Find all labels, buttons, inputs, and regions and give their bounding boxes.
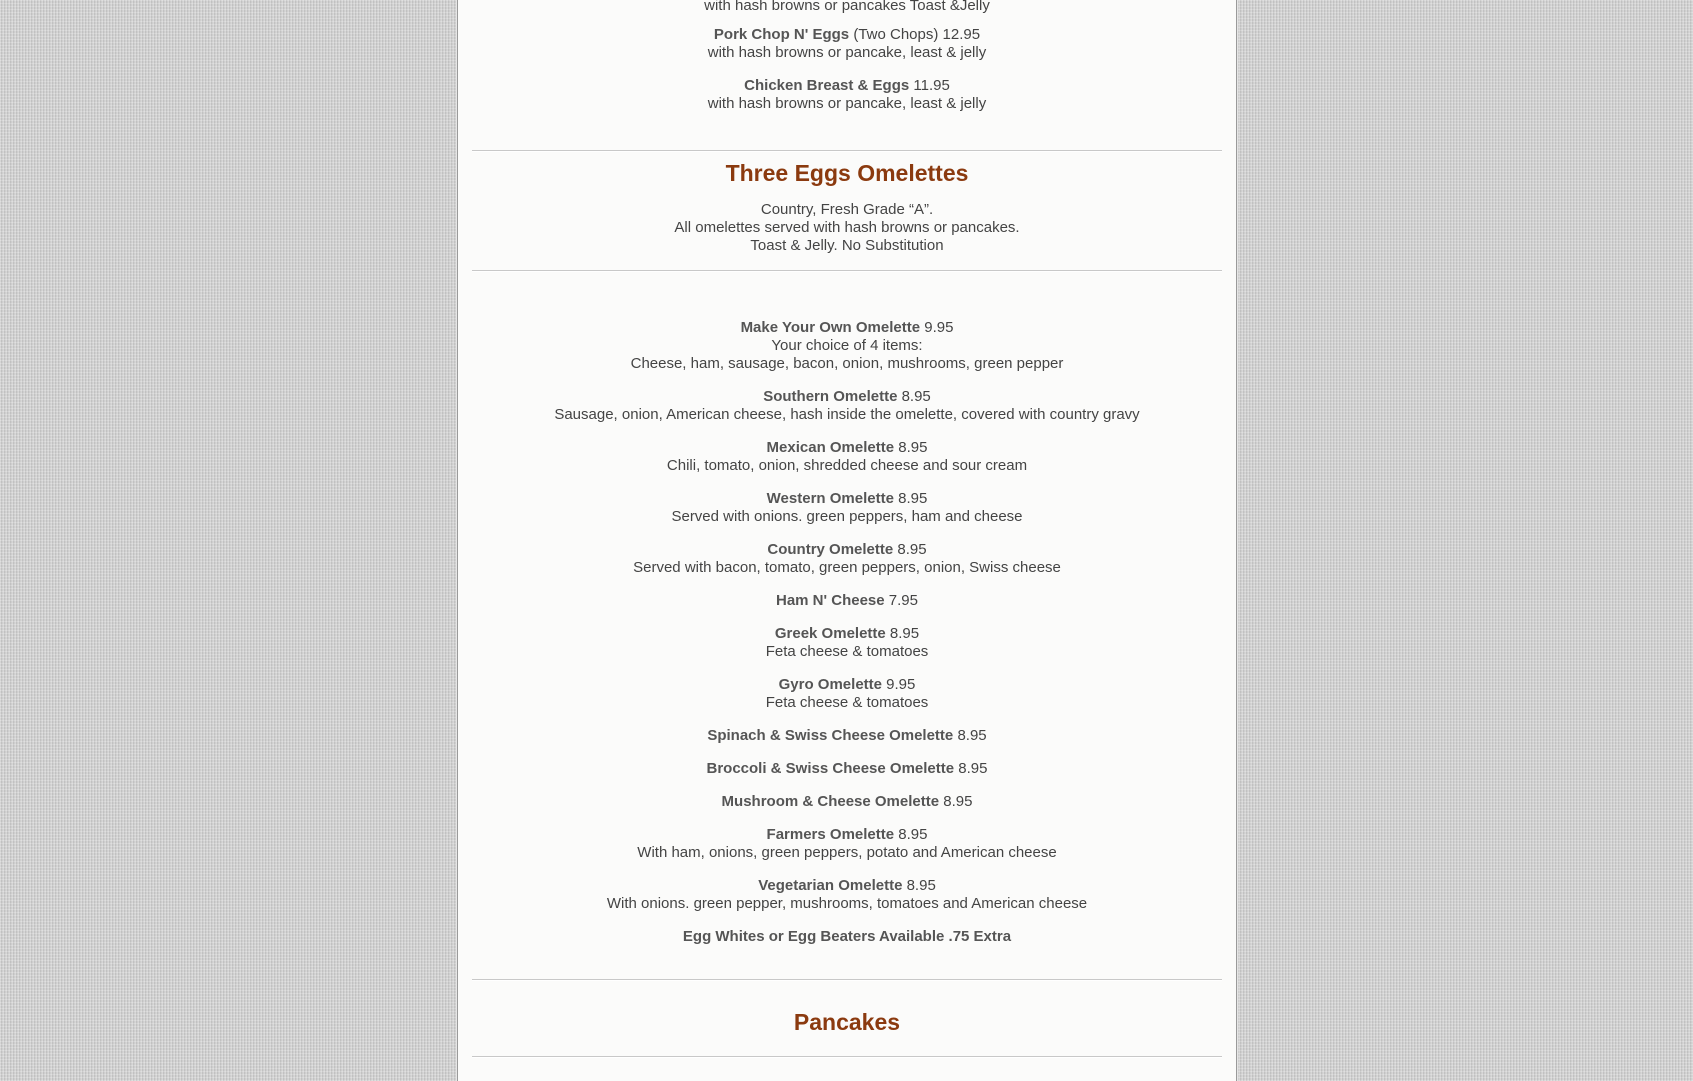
menu-item-greek <box>472 625 1222 661</box>
item-name: Farmers Omelette <box>766 826 895 843</box>
item-name: Make Your Own Omelette <box>740 319 921 336</box>
section-divider <box>472 1056 1222 1058</box>
section-divider <box>472 270 1222 272</box>
item-price: 8.95 <box>957 727 987 744</box>
menu-page <box>457 0 1237 1081</box>
item-name: Greek Omelette <box>774 625 886 642</box>
menu-item-broccoli-swiss <box>472 760 1222 778</box>
item-desc: Served with onions. green peppers, ham and cheese <box>671 508 1023 525</box>
partial-item-desc: with hash browns or pancakes Toast &Jelly <box>704 0 990 14</box>
item-price: 8.95 <box>898 490 928 507</box>
item-price: 7.95 <box>888 592 918 609</box>
item-name: Mexican Omelette <box>766 439 895 456</box>
menu-item-ham-cheese <box>472 592 1222 610</box>
item-name: Pork Chop N' Eggs <box>713 26 850 43</box>
intro-line: All omelettes served with hash browns or pancakes. <box>674 219 1020 236</box>
omelettes-footnote: Egg Whites or Egg Beaters Available .75 Extra <box>682 928 1012 945</box>
item-desc: Sausage, onion, American cheese, hash inside the omelette, covered with country gravy <box>554 406 1140 423</box>
item-desc: With onions. green pepper, mushrooms, tomatoes and American cheese <box>606 895 1088 912</box>
section-divider <box>472 979 1222 981</box>
item-name: Gyro Omelette <box>778 676 882 693</box>
item-desc: Served with bacon, tomato, green peppers, onion, Swiss cheese <box>633 559 1061 576</box>
item-name: Western Omelette <box>766 490 894 507</box>
item-desc: Your choice of 4 items: <box>771 337 923 354</box>
intro-line: Country, Fresh Grade “A”. <box>760 201 934 218</box>
omelettes-intro <box>472 201 1222 255</box>
item-name: Mushroom & Cheese Omelette <box>721 793 940 810</box>
item-price: 8.95 <box>901 388 931 405</box>
menu-item-chicken-breast <box>472 77 1222 113</box>
item-name: Ham N' Cheese <box>776 592 885 609</box>
item-price: 8.95 <box>943 793 973 810</box>
item-desc: Feta cheese & tomatoes <box>765 643 929 660</box>
item-price: 11.95 <box>913 77 950 94</box>
menu-item-spinach-swiss <box>472 727 1222 745</box>
menu-item-make-your-own <box>472 319 1222 373</box>
section-title-omelettes: Three Eggs Omelettes <box>725 160 969 186</box>
menu-item-southern <box>472 388 1222 424</box>
menu-item-western <box>472 490 1222 526</box>
menu-item-mushroom-cheese <box>472 793 1222 811</box>
item-name: Vegetarian Omelette <box>758 877 903 894</box>
item-desc: With ham, onions, green peppers, potato and American cheese <box>637 844 1057 861</box>
section-title-pancakes: Pancakes <box>793 1009 901 1035</box>
item-price: 9.95 <box>924 319 954 336</box>
item-note: (Two Chops) <box>853 26 939 43</box>
item-name: Spinach & Swiss Cheese Omelette <box>707 727 954 744</box>
item-name: Broccoli & Swiss Cheese Omelette <box>706 760 955 777</box>
item-price: 8.95 <box>898 826 928 843</box>
menu-item-vegetarian <box>472 877 1222 913</box>
menu-item-country <box>472 541 1222 577</box>
item-desc: with hash browns or pancake, least & jelly <box>707 44 987 61</box>
menu-item-mexican <box>472 439 1222 475</box>
item-name: Southern Omelette <box>763 388 898 405</box>
menu-item-gyro <box>472 676 1222 712</box>
item-name: Chicken Breast & Eggs <box>744 77 910 94</box>
item-name: Country Omelette <box>767 541 894 558</box>
section-divider <box>472 150 1222 152</box>
item-price: 8.95 <box>906 877 936 894</box>
item-desc: Cheese, ham, sausage, bacon, onion, mushrooms, green pepper <box>630 355 1064 372</box>
item-price: 8.95 <box>958 760 988 777</box>
item-price: 9.95 <box>886 676 916 693</box>
item-desc: Chili, tomato, onion, shredded cheese and sour cream <box>666 457 1028 474</box>
menu-item-farmers <box>472 826 1222 862</box>
item-price: 12.95 <box>942 26 981 43</box>
item-price: 8.95 <box>898 439 928 456</box>
item-price: 8.95 <box>889 625 920 642</box>
item-desc: Feta cheese & tomatoes <box>765 694 929 711</box>
item-price: 8.95 <box>897 541 927 558</box>
intro-line: Toast & Jelly. No Substitution <box>750 237 944 254</box>
menu-item-pork-chop <box>472 26 1222 62</box>
item-desc: with hash browns or pancake, least & jelly <box>707 95 987 112</box>
